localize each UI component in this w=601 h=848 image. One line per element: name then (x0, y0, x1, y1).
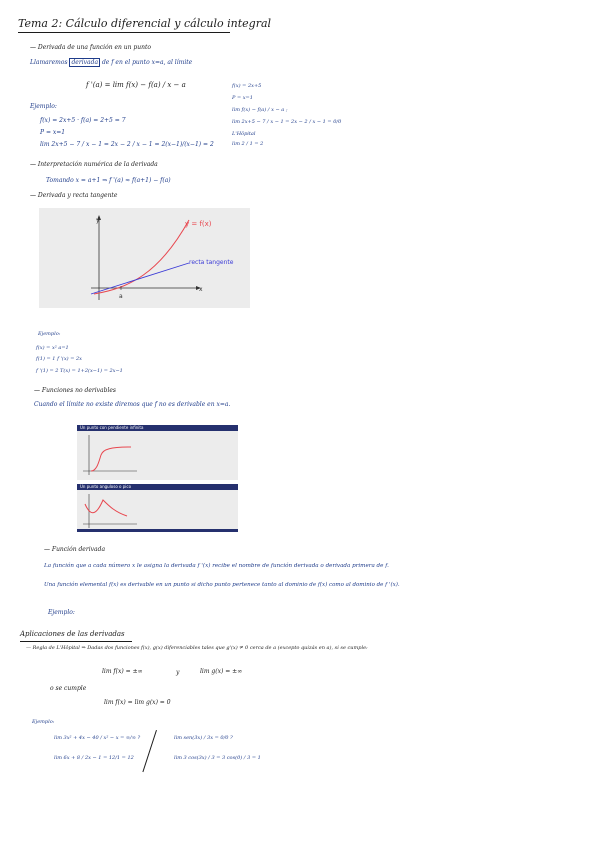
ejemplo2-l1: f(x) = x² a=1 (36, 345, 69, 351)
lateral-2: P = x=1 (232, 95, 253, 101)
condicion-y: y (176, 669, 180, 676)
panel1-header: Un punto con pendiente infinita (77, 425, 238, 431)
curve-label: y = f(x) (185, 220, 212, 228)
lateral-1: f(x) = 2x+5 (232, 83, 262, 89)
ejemplo-label: Ejemplo: (30, 103, 57, 110)
ejemplo2-label: Ejemplo: (38, 331, 61, 337)
a-label: a (119, 293, 123, 300)
definicion-box: derivada (71, 59, 99, 66)
tangent-label: recta tangente (189, 259, 234, 266)
tangent-line (91, 263, 189, 294)
condicion-2: lim g(x) = ±∞ (200, 668, 243, 675)
definicion-pre: Llamaremos (30, 59, 68, 66)
lateral-5: L'Hôpital (232, 131, 256, 137)
ejemplo-lim-4: lim 3 cos(3x) / 3 = 3 cos(0) / 3 = 1 (174, 755, 261, 761)
ejemplos-divider (142, 730, 157, 772)
definicion-post: de f en el punto x=a, al límite (101, 59, 193, 66)
panel-punto-anguloso (77, 484, 238, 532)
ejemplo2-l3: f '(1) = 2 T(x) = 1+2(x−1) = 2x−1 (36, 368, 123, 374)
ejemplo-lim-3: lim sen(3x) / 3x = 0/0 ? (174, 735, 233, 741)
section-interpretacion: — Interpretación numérica de la derivada (30, 161, 158, 168)
page-title: Tema 2: Cálculo diferencial y cálculo integral (18, 17, 272, 30)
section-tangente: — Derivada y recta tangente (30, 192, 118, 199)
curve-fx (94, 220, 189, 294)
o-se-cumple: o se cumple (50, 685, 87, 692)
p1-curve (91, 447, 131, 471)
ejemplo-lim-1: lim 3x² + 4x − 40 / x² − x = ∞/∞ ? (54, 735, 141, 741)
lateral-6: lim 2 / 1 = 2 (232, 141, 264, 147)
section-aplicaciones: Aplicaciones de las derivadas (20, 630, 125, 638)
lateral-4: lim 2x+5 − 7 / x − 1 = 2x − 2 / x − 1 = 0/0 (232, 119, 342, 125)
section-derivada-punto: — Derivada de una función en un punto (30, 44, 152, 51)
lateral-3: lim f(x) − f(a) / x − a ; (232, 107, 288, 113)
aplicaciones-underline (20, 641, 132, 642)
no-derivables-texto: Cuando el límite no existe diremos que f no es derivable en x=a. (34, 401, 231, 408)
tangent-figure (39, 208, 250, 308)
panel2-header: Un punto angulosо o pico (77, 484, 238, 490)
aplicaciones-ejemplo: Ejemplo: (32, 719, 55, 725)
interpretacion-texto: Tomando x = a+1 ⇒ f '(a) ≈ f(a+1) − f(a) (46, 177, 171, 184)
x-axis-label: x (199, 286, 203, 293)
panel2-footer (77, 529, 238, 532)
funcion-derivada-ejemplo: Ejemplo: (48, 609, 75, 616)
ejemplo-linea1: f(x) = 2x+5 · f(a) = 2+5 = 7 (40, 117, 126, 124)
formula-derivada: f '(a) = lim f(x) − f(a) / x − a (86, 81, 186, 89)
condicion-3: lim f(x) = lim g(x) = 0 (104, 699, 171, 706)
section-funcion-derivada: — Función derivada (44, 546, 106, 553)
regla-lhopital: — Regla de L'Hôpital ⇒ Dadas dos funciones f(x), g(x) diferenciables tales que g'(x) ≠ 0 cerca de a (excepto quizás en a), si se cumple: (26, 645, 368, 651)
ejemplo-linea2: P = x=1 (40, 129, 66, 136)
section-no-derivables: — Funciones no derivables (34, 387, 117, 394)
title-underline (18, 32, 230, 33)
ejemplo-linea3: lim 2x+5 − 7 / x − 1 = 2x − 2 / x − 1 = 2(x−1)/(x−1) = 2 (40, 141, 214, 148)
p2-curve (85, 500, 127, 516)
funcion-derivada-p2: Una función elemental f(x) es derivable en un punto si dicho punto pertenece tanto al dominio de f(x) como al dominio de f '(x). (44, 582, 400, 588)
funcion-derivada-p1: La función que a cada número x le asigna la derivada f '(x) recibe el nombre de función derivada o derivada primera de f. (44, 563, 389, 569)
ejemplo2-l2: f(1) = 1 f '(x) = 2x (36, 356, 82, 362)
panel-pendiente-infinita (77, 425, 238, 480)
condicion-1: lim f(x) = ±∞ (102, 668, 143, 675)
definicion-line (30, 60, 192, 66)
ejemplo-lim-2: lim 6x + 8 / 2x − 1 = 12/1 = 12 (54, 755, 134, 761)
y-axis-label: y (96, 217, 100, 224)
